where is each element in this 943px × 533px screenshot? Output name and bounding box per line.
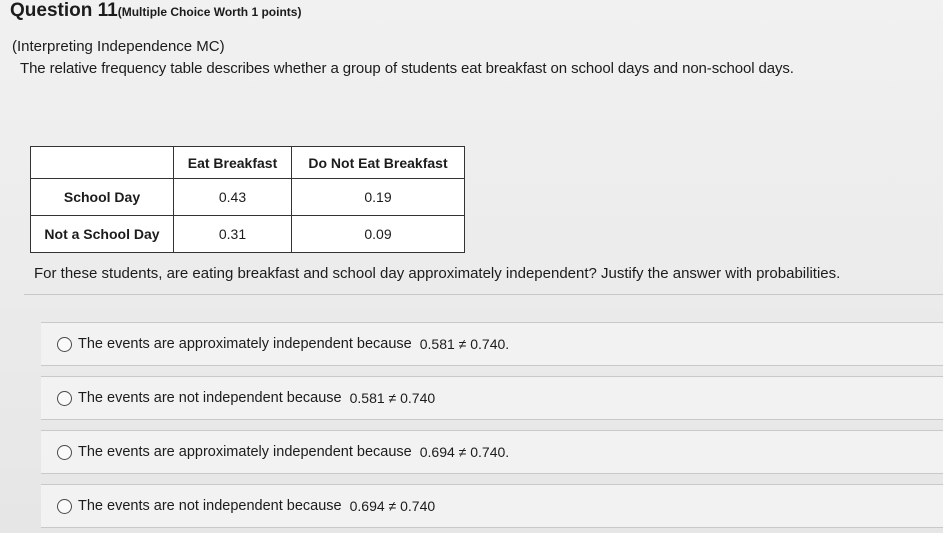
option-math: 0.694 ≠ 0.740 (349, 498, 436, 514)
question-number: Question 11 (10, 0, 118, 21)
question-title (10, 0, 301, 22)
table-row (31, 216, 465, 253)
answer-option-d[interactable] (41, 484, 943, 528)
radio-button-icon[interactable] (57, 445, 72, 460)
header-do-not-eat-breakfast: Do Not Eat Breakfast (292, 147, 465, 179)
cell-school-eat: 0.43 (174, 179, 292, 216)
answer-option-b[interactable] (41, 376, 943, 420)
question-subtitle: (Interpreting Independence MC) (12, 38, 225, 55)
table-row (31, 179, 465, 216)
cell-nonschool-eat: 0.31 (174, 216, 292, 253)
option-text: The events are approximately independent because (78, 444, 412, 460)
table-header-row (31, 147, 465, 179)
question-worth: (Multiple Choice Worth 1 points) (117, 5, 302, 19)
answer-option-c[interactable] (41, 430, 943, 474)
answer-option-a[interactable] (41, 322, 943, 366)
option-math: 0.694 ≠ 0.740. (419, 444, 510, 460)
option-math: 0.581 ≠ 0.740 (349, 390, 436, 406)
cell-nonschool-not-eat: 0.09 (292, 216, 465, 253)
radio-button-icon[interactable] (57, 337, 72, 352)
cell-school-not-eat: 0.19 (292, 179, 465, 216)
option-text: The events are not independent because (78, 498, 342, 514)
header-eat-breakfast: Eat Breakfast (174, 147, 292, 179)
relative-frequency-table (30, 146, 465, 253)
independence-question: For these students, are eating breakfast and school day approximately independent? Justify the answer with probabilities. (34, 265, 841, 282)
question-prompt: The relative frequency table describes whether a group of students eat breakfast on school days and non-school days. (20, 60, 794, 77)
table-corner-cell (31, 147, 174, 179)
radio-button-icon[interactable] (57, 499, 72, 514)
option-math: 0.581 ≠ 0.740. (419, 336, 510, 352)
row-label-school-day: School Day (31, 179, 174, 216)
radio-button-icon[interactable] (57, 391, 72, 406)
divider (24, 294, 943, 295)
option-text: The events are not independent because (78, 390, 342, 406)
row-label-not-school-day: Not a School Day (31, 216, 174, 253)
option-text: The events are approximately independent because (78, 336, 412, 352)
